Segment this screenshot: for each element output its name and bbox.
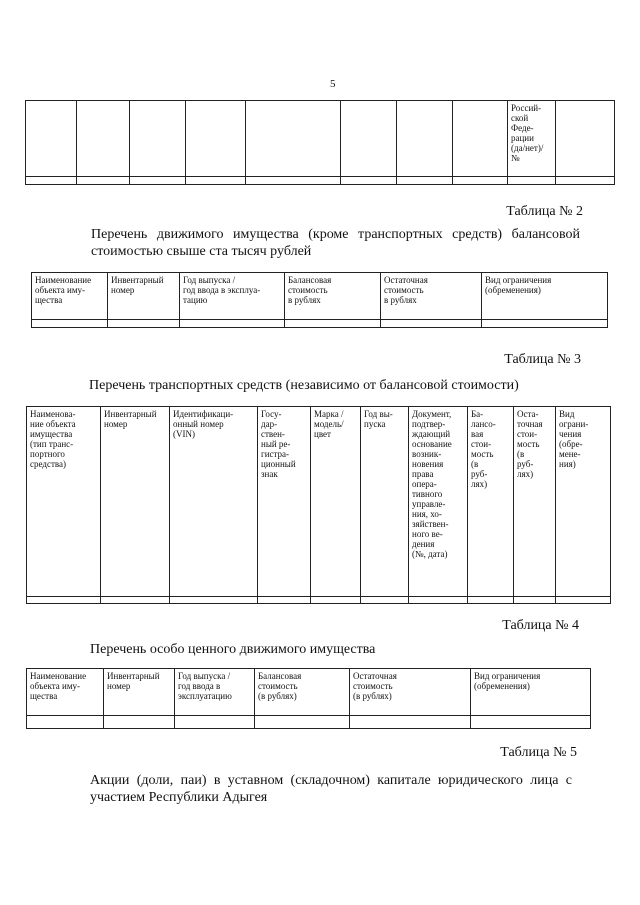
- table3-caption: Таблица № 3: [504, 352, 581, 367]
- top-table-cell-russia: Россий- ской Феде- рации (да/нет)/ №: [508, 101, 556, 177]
- table3-header-inventory: Инвентарный номер: [101, 407, 170, 597]
- table-row: [27, 597, 611, 604]
- table3-title: Перечень транспортных средств (независимо от балансовой стоимости): [89, 378, 519, 393]
- table3-header-name: Наименова- ние объекта имущества (тип транс- портного средства): [27, 407, 101, 597]
- table4-header-balance: Балансовая стоимость (в рублях): [255, 669, 350, 716]
- page-number: 5: [330, 78, 336, 90]
- table4-title: Перечень особо ценного движимого имущества: [90, 642, 376, 657]
- table-row: [26, 177, 615, 185]
- table3: [26, 406, 611, 604]
- table3-header-residual: Оста- точная стои- мость (в руб- лях): [514, 407, 556, 597]
- table2-title: Перечень движимого имущества (кроме транспортных средств) балансовой стоимостью свыше ста тысяч рублей: [91, 227, 580, 259]
- table2-header-balance: Балансовая стоимость в рублях: [285, 273, 381, 320]
- table4: [26, 668, 591, 729]
- table-row: [27, 716, 591, 729]
- table4-header-inventory: Инвентарный номер: [104, 669, 175, 716]
- table2-header-name: Наименование объекта иму- щества: [32, 273, 108, 320]
- table2-header-year: Год выпуска / год ввода в эксплуа- тацию: [180, 273, 285, 320]
- table-row: [32, 320, 608, 328]
- table-row: [27, 669, 591, 716]
- table3-header-balance: Ба- лансо- вая стои- мость (в руб- лях): [468, 407, 514, 597]
- table3-header-year: Год вы- пуска: [361, 407, 409, 597]
- table2-header-encumbrance: Вид ограничения (обременения): [482, 273, 608, 320]
- table5-title: Акции (доли, паи) в уставном (складочном) капитале юридического лица с участием Республики Адыгея: [90, 773, 572, 805]
- table4-header-encumbrance: Вид ограничения (обременения): [471, 669, 591, 716]
- table-row: [27, 407, 611, 597]
- table5-caption: Таблица № 5: [500, 745, 577, 760]
- table-row: [32, 273, 608, 320]
- table2-caption: Таблица № 2: [506, 204, 583, 219]
- table3-header-encumbrance: Вид ограни- чения (обре- мене- ния): [556, 407, 611, 597]
- table4-header-name: Наименование объекта иму- щества: [27, 669, 104, 716]
- table3-header-document: Документ, подтвер- ждающий основание возник- новения права опера- тивного управле- ния, хо- зяйствен- ного ве- дения (№, дата): [409, 407, 468, 597]
- table3-header-model: Марка / модель/ цвет: [311, 407, 361, 597]
- top-continuation-table: [25, 100, 615, 185]
- table3-header-reg-sign: Госу- дар- ствен- ный ре- гистра- ционный знак: [258, 407, 311, 597]
- table-row: [26, 101, 615, 177]
- table4-caption: Таблица № 4: [502, 618, 579, 633]
- table2: [31, 272, 608, 328]
- table4-header-year: Год выпуска / год ввода в эксплуатацию: [175, 669, 255, 716]
- table2-header-inventory: Инвентарный номер: [108, 273, 180, 320]
- table4-header-residual: Остаточная стоимость (в рублях): [350, 669, 471, 716]
- table3-header-vin: Идентификаци- онный номер (VIN): [170, 407, 258, 597]
- table2-header-residual: Остаточная стоимость в рублях: [381, 273, 482, 320]
